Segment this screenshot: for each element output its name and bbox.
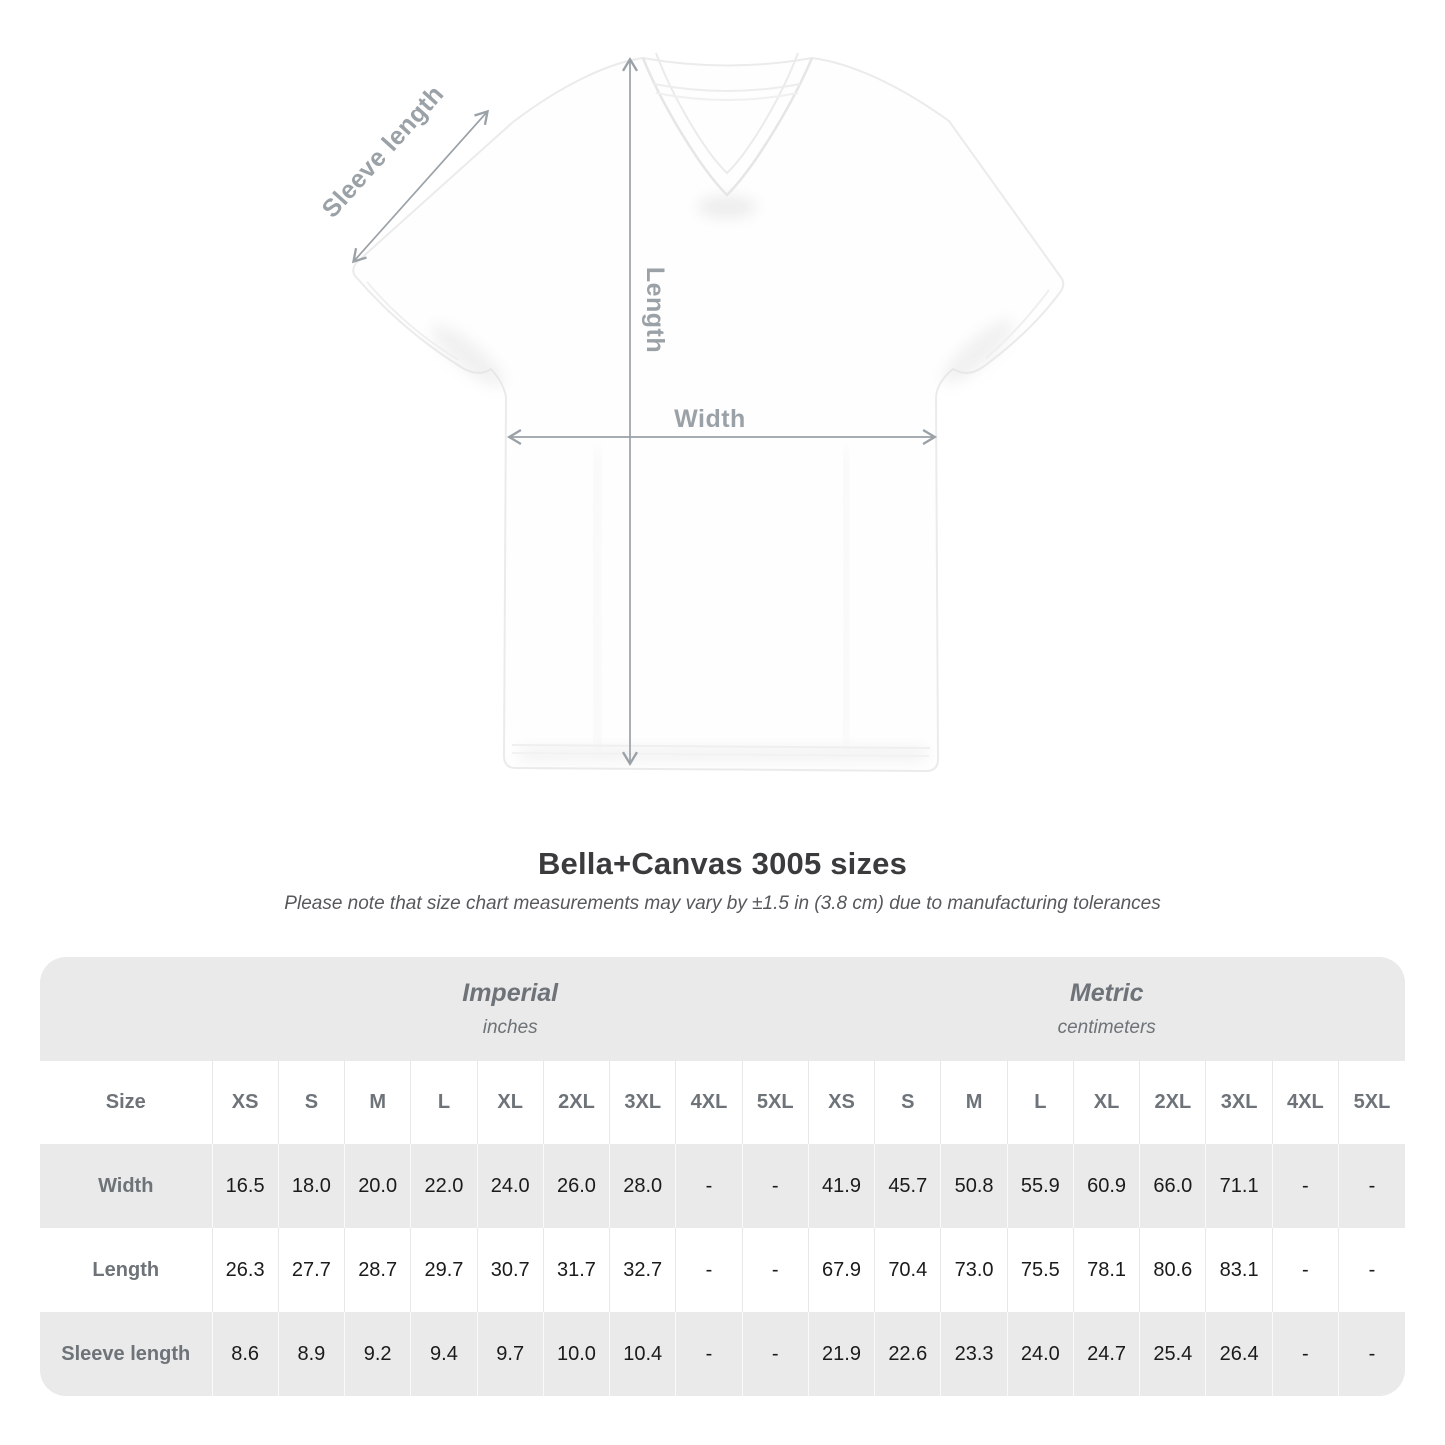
size-header-metric-3xl: 3XL <box>1206 1061 1272 1144</box>
size-header-metric-4xl: 4XL <box>1272 1061 1338 1144</box>
size-header-metric-m: M <box>941 1061 1007 1144</box>
fabric-fold <box>845 450 847 750</box>
value-metric-xl: 24.7 <box>1073 1312 1139 1396</box>
row-label: Length <box>92 1258 160 1281</box>
units-band-row <box>40 957 1405 1061</box>
size-header-imperial-m: M <box>345 1061 411 1144</box>
value-imperial-2xl: 26.0 <box>543 1144 609 1228</box>
metric-label: Metric <box>1069 979 1144 1007</box>
value-imperial-5xl: - <box>742 1228 808 1312</box>
value-metric-4xl: - <box>1272 1228 1338 1312</box>
value-imperial-xl: 24.0 <box>477 1144 543 1228</box>
size-header-imperial-4xl: 4XL <box>676 1061 742 1144</box>
table-row-length <box>40 1228 1405 1312</box>
value-metric-4xl: - <box>1272 1144 1338 1228</box>
value-imperial-3xl: 28.0 <box>610 1144 676 1228</box>
size-header-imperial-xl: XL <box>477 1061 543 1144</box>
value-metric-s: 22.6 <box>875 1312 941 1396</box>
value-metric-3xl: 71.1 <box>1206 1144 1272 1228</box>
size-header-imperial-3xl: 3XL <box>610 1061 676 1144</box>
value-imperial-s: 27.7 <box>278 1228 344 1312</box>
value-metric-4xl: - <box>1272 1312 1338 1396</box>
value-imperial-xs: 8.6 <box>212 1312 278 1396</box>
value-imperial-4xl: - <box>676 1144 742 1228</box>
value-imperial-4xl: - <box>676 1228 742 1312</box>
size-column-header: Size <box>105 1091 146 1113</box>
size-chart-title: Bella+Canvas 3005 sizes <box>537 846 908 881</box>
heading-block <box>0 846 1445 915</box>
value-metric-l: 24.0 <box>1007 1312 1073 1396</box>
value-metric-l: 75.5 <box>1007 1228 1073 1312</box>
value-imperial-3xl: 32.7 <box>610 1228 676 1312</box>
value-metric-3xl: 83.1 <box>1206 1228 1272 1312</box>
size-header-imperial-5xl: 5XL <box>742 1061 808 1144</box>
size-header-metric-l: L <box>1007 1061 1073 1144</box>
sleeve-length-label: Sleeve length <box>316 79 450 224</box>
imperial-band <box>212 957 808 1061</box>
value-imperial-m: 28.7 <box>345 1228 411 1312</box>
value-imperial-s: 18.0 <box>278 1144 344 1228</box>
value-metric-2xl: 25.4 <box>1140 1312 1206 1396</box>
value-imperial-l: 29.7 <box>411 1228 477 1312</box>
value-metric-l: 55.9 <box>1007 1144 1073 1228</box>
size-chart-tolerance-note: Please note that size chart measurements may vary by ±1.5 in (3.8 cm) due to manufacturing tolerances <box>284 893 1161 914</box>
value-imperial-m: 20.0 <box>345 1144 411 1228</box>
value-metric-5xl: - <box>1339 1312 1405 1396</box>
value-metric-5xl: - <box>1339 1228 1405 1312</box>
collar-shadow <box>697 196 757 218</box>
size-header-metric-xs: XS <box>808 1061 874 1144</box>
table-row-width <box>40 1144 1405 1228</box>
value-metric-xs: 41.9 <box>808 1144 874 1228</box>
size-header-metric-2xl: 2XL <box>1140 1061 1206 1144</box>
value-imperial-5xl: - <box>742 1312 808 1396</box>
value-metric-3xl: 26.4 <box>1206 1312 1272 1396</box>
value-metric-m: 50.8 <box>941 1144 1007 1228</box>
size-header-metric-xl: XL <box>1073 1061 1139 1144</box>
table-row-sleeve-length <box>40 1312 1405 1396</box>
value-metric-5xl: - <box>1339 1144 1405 1228</box>
value-imperial-m: 9.2 <box>345 1312 411 1396</box>
row-label: Width <box>98 1174 154 1197</box>
size-chart-body <box>40 1144 1405 1396</box>
value-imperial-4xl: - <box>676 1312 742 1396</box>
value-metric-m: 23.3 <box>941 1312 1007 1396</box>
size-header-metric-s: S <box>875 1061 941 1144</box>
size-header-metric-5xl: 5XL <box>1339 1061 1405 1144</box>
size-chart-grid <box>40 957 1405 1396</box>
value-imperial-2xl: 10.0 <box>543 1312 609 1396</box>
size-header-imperial-l: L <box>411 1061 477 1144</box>
size-header-imperial-s: S <box>278 1061 344 1144</box>
value-metric-xl: 78.1 <box>1073 1228 1139 1312</box>
value-metric-xs: 67.9 <box>808 1228 874 1312</box>
value-metric-s: 70.4 <box>875 1228 941 1312</box>
size-chart-table <box>40 957 1405 1396</box>
value-metric-2xl: 66.0 <box>1140 1144 1206 1228</box>
band-corner <box>40 957 212 1061</box>
value-imperial-xs: 16.5 <box>212 1144 278 1228</box>
imperial-label: Imperial <box>462 979 559 1007</box>
value-imperial-l: 9.4 <box>411 1312 477 1396</box>
size-header-imperial-xs: XS <box>212 1061 278 1144</box>
value-metric-xs: 21.9 <box>808 1312 874 1396</box>
value-metric-s: 45.7 <box>875 1144 941 1228</box>
value-imperial-3xl: 10.4 <box>610 1312 676 1396</box>
value-metric-xl: 60.9 <box>1073 1144 1139 1228</box>
value-imperial-2xl: 31.7 <box>543 1228 609 1312</box>
value-imperial-xl: 30.7 <box>477 1228 543 1312</box>
value-imperial-s: 8.9 <box>278 1312 344 1396</box>
row-label: Sleeve length <box>61 1342 191 1365</box>
metric-band <box>808 957 1405 1061</box>
value-metric-m: 73.0 <box>941 1228 1007 1312</box>
sizes-header-row <box>40 1061 1405 1144</box>
value-imperial-xs: 26.3 <box>212 1228 278 1312</box>
value-metric-2xl: 80.6 <box>1140 1228 1206 1312</box>
metric-sublabel: centimeters <box>1057 1017 1156 1038</box>
value-imperial-5xl: - <box>742 1144 808 1228</box>
value-imperial-l: 22.0 <box>411 1144 477 1228</box>
size-header-imperial-2xl: 2XL <box>543 1061 609 1144</box>
width-label: Width <box>674 405 746 433</box>
length-label: Length <box>641 266 669 354</box>
imperial-sublabel: inches <box>482 1017 538 1038</box>
value-imperial-xl: 9.7 <box>477 1312 543 1396</box>
